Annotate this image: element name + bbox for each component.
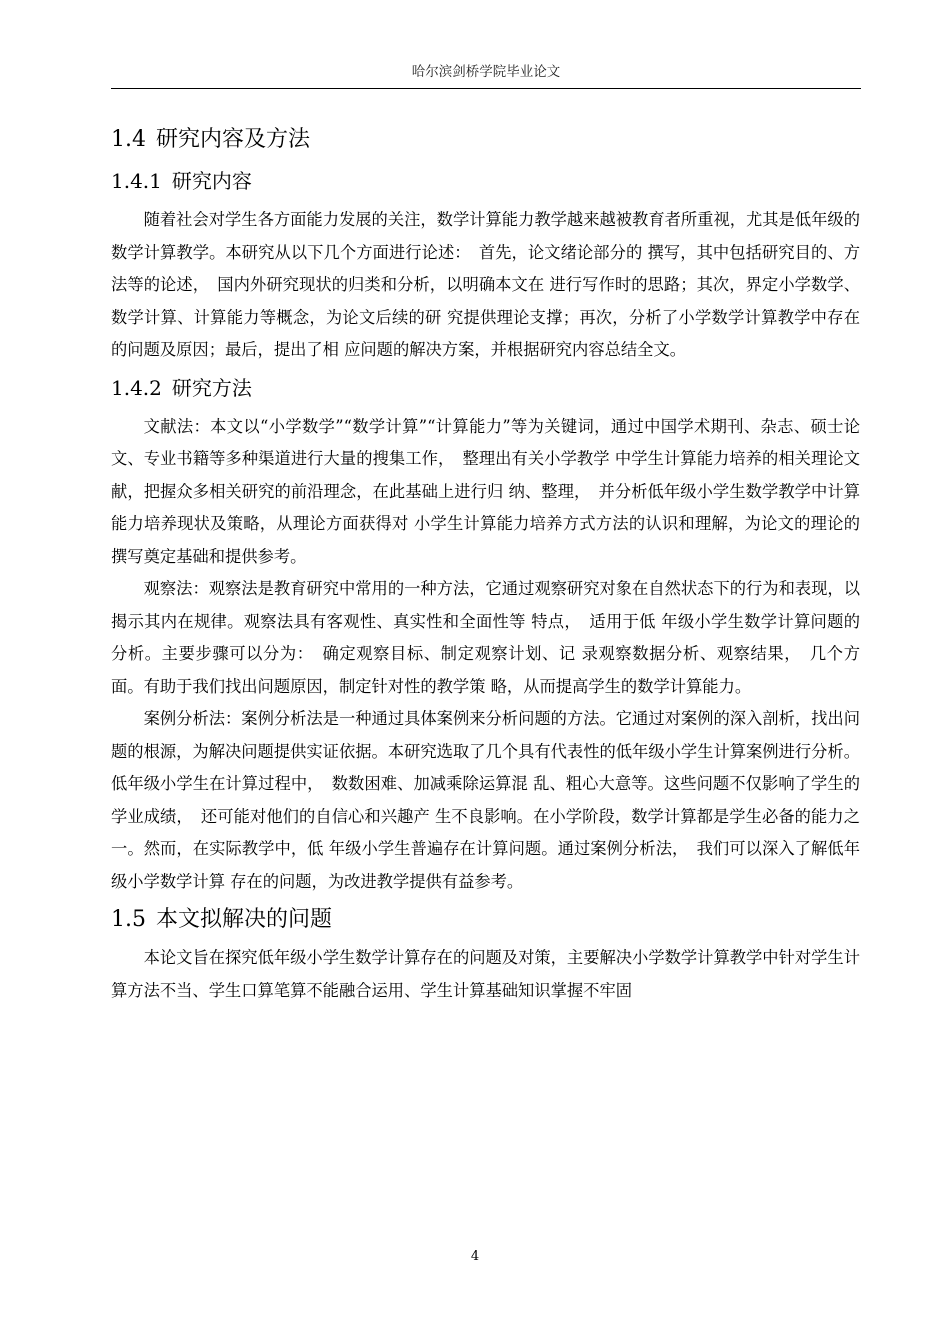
section-heading-1-4 xyxy=(111,120,860,160)
page-body xyxy=(111,120,860,1007)
page-number: 4 xyxy=(470,1249,480,1264)
section-title: 研究方法 xyxy=(171,375,252,400)
section-number: 1.4.2 xyxy=(111,375,162,400)
running-header xyxy=(111,62,861,89)
section-heading-1-4-1 xyxy=(111,162,860,200)
section-title: 研究内容 xyxy=(171,169,252,193)
running-header-title: 哈尔滨剑桥学院毕业论文 xyxy=(411,64,561,80)
paragraph-research-content: 随着社会对学生各方面能力发展的关注，数学计算能力教学越来越被教育者所重视，尤其是低年级的数学计算教学。本研究从以下几个方面进行论述： 首先，论文绪论部分的 撰写，其中包括研究目的、方法等的论述， 国内外研究现状的归类和分析，以明确本文在 进行写作时的思路；其次，界定小学数学、数学计算、计算能力等概念，为论文后续的研 究提供理论支撑；再次，分析了小学数学计算教学中存在的问题及原因；最后，提出了相 应问题的解决方案，并根据研究内容总结全文。 xyxy=(111,210,860,359)
section-title: 研究内容及方法 xyxy=(156,127,311,152)
paragraph-problems: 本论文旨在探究低年级小学生数学计算存在的问题及对策，主要解决小学数学计算教学中针对学生计算方法不当、学生口算笔算不能融合运用、学生计算基础知识掌握不牢固 xyxy=(111,948,860,1000)
paragraph-literature-method: 文献法：本文以“小学数学”“数学计算”“计算能力”等为关键词，通过中国学术期刊、杂志、硕士论文、专业书籍等多种渠道进行大量的搜集工作， 整理出有关小学教学 中学生计算能力培养的相关理论文献，把握众多相关研究的前沿理念，在此基础上进行归 纳、整理， 并分析低年级小学生数学教学中计算能力培养现状及策略，从理论方面获得对 小学生计算能力培养方式方法的认识和理解，为论文的理论的撰写奠定基础和提供参考。 xyxy=(111,416,860,566)
paragraph-observation-method: 观察法：观察法是教育研究中常用的一种方法，它通过观察研究对象在自然状态下的行为和表现，以揭示其内在规律。观察法具有客观性、真实性和全面性等 特点， 适用于低 年级小学生数学计算问题的分析。主要步骤可以分为： 确定观察目标、制定观察计划、记 录观察数据分析、观察结果， 几个方面。有助于我们找出问题原因，制定针对性的教学策 略，从而提高学生的数学计算能力。 xyxy=(111,579,860,696)
section-number: 1.4 xyxy=(111,127,146,152)
paragraph-case-analysis-method: 案例分析法：案例分析法是一种通过具体案例来分析问题的方法。它通过对案例的深入剖析，找出问题的根源，为解决问题提供实证依据。本研究选取了几个具有代表性的低年级小学生计算案例进行分析。低年级小学生在计算过程中， 数数困难、加减乘除运算混 乱、粗心大意等。这些问题不仅影响了学生的学业成绩， 还可能对他们的自信心和兴趣产 生不良影响。在小学阶段，数学计算都是学生必备的能力之一。然而，在实际教学中，低 年级小学生普遍存在计算问题。通过案例分析法， 我们可以深入了解低年级小学数学计算 存在的问题，为改进教学提供有益参考。 xyxy=(111,709,860,891)
section-heading-1-5 xyxy=(111,900,860,940)
section-heading-1-4-2 xyxy=(111,369,860,407)
section-number: 1.4.1 xyxy=(111,169,162,193)
section-number: 1.5 xyxy=(111,907,146,932)
section-title: 本文拟解决的问题 xyxy=(156,907,333,932)
